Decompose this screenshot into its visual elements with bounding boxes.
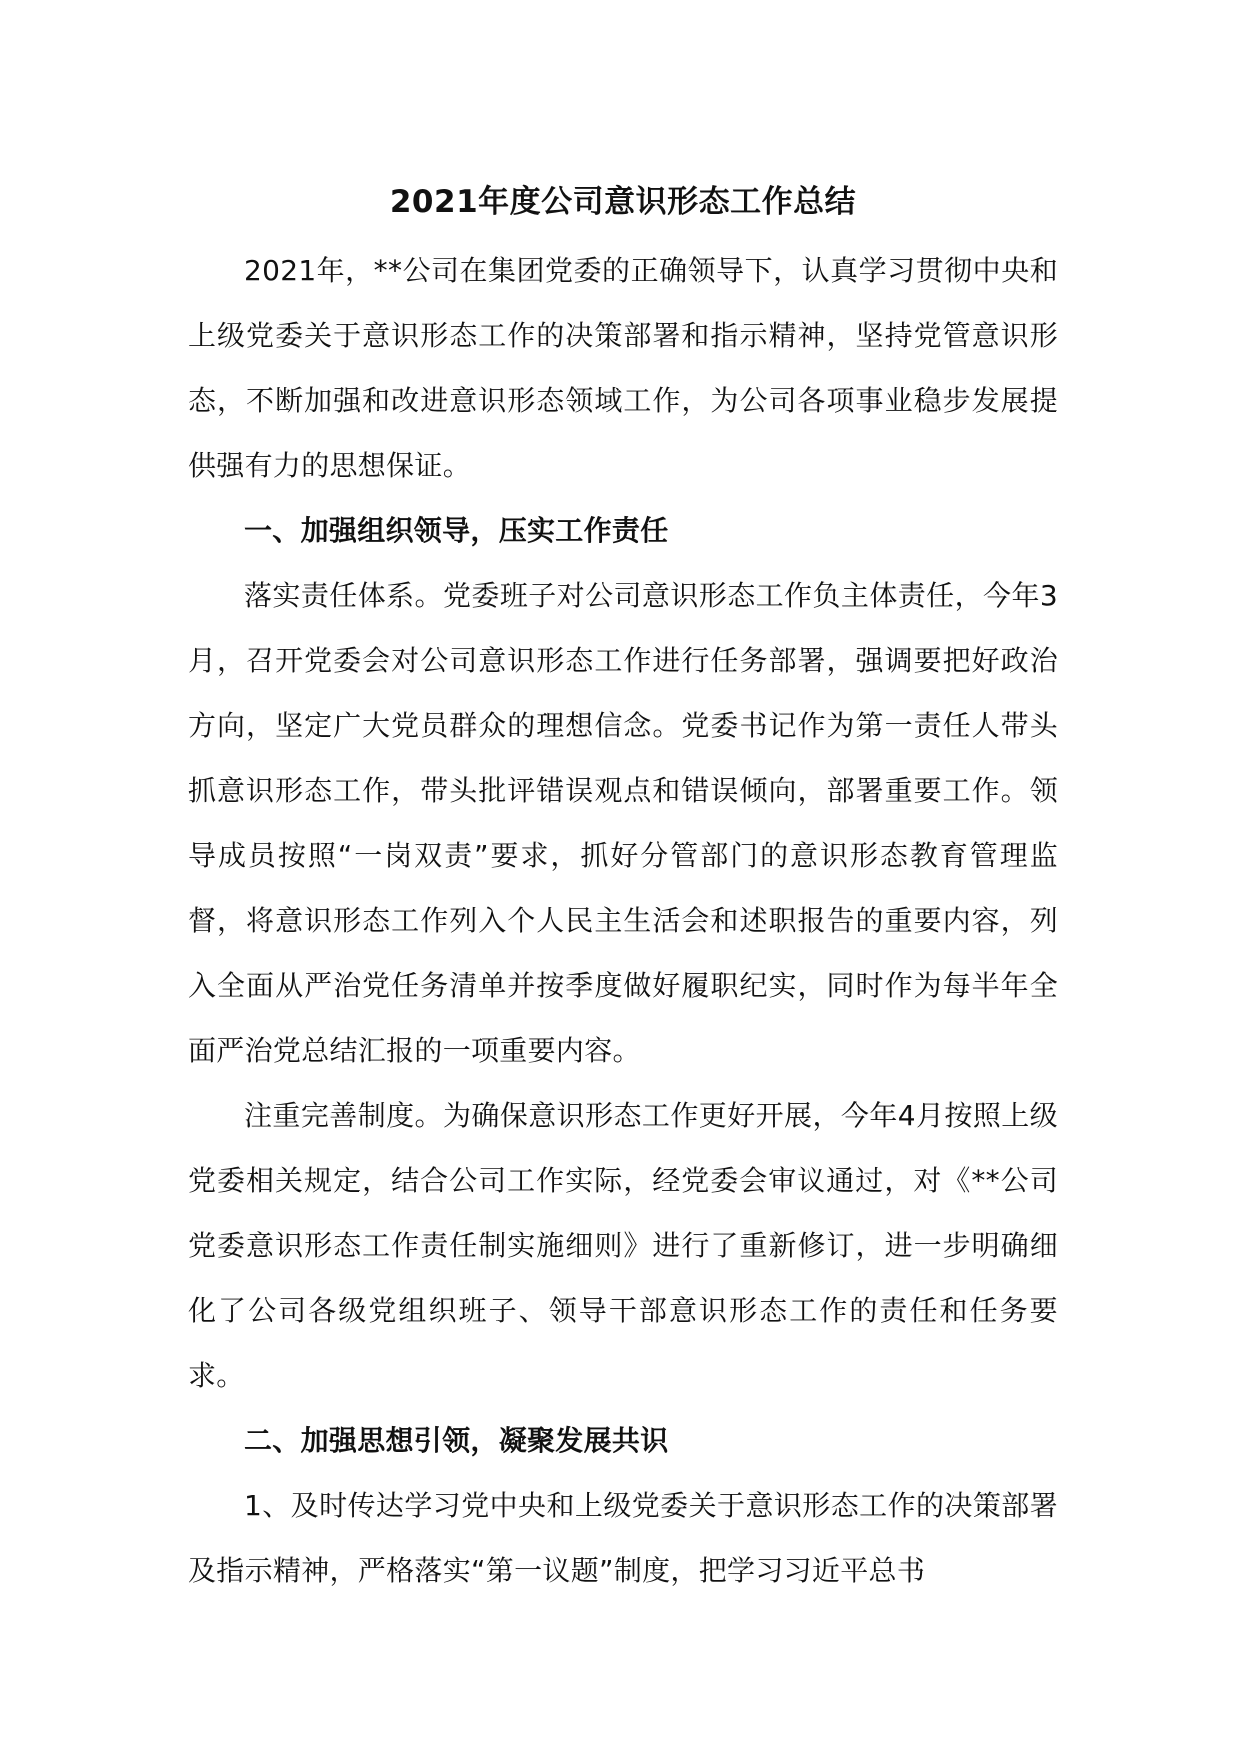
section-1-paragraph-1: 落实责任体系。党委班子对公司意识形态工作负主体责任，今年3月，召开党委会对公司意识形态工作进行任务部署，强调要把好政治方向，坚定广大党员群众的理想信念。党委书记作为第一责任人带头抓意识形态工作，带头批评错误观点和错误倾向，部署重要工作。领导成员按照“一岗双责”要求，抓好分管部门的意识形态教育管理监督，将意识形态工作列入个人民主生活会和述职报告的重要内容，列入全面从严治党任务清单并按季度做好履职纪实，同时作为每半年全面严治党总结汇报的一项重要内容。 <box>188 579 1058 1067</box>
section-1-heading: 一、加强组织领导，压实工作责任 <box>244 514 669 547</box>
document-title: 2021年度公司意识形态工作总结 <box>389 184 857 220</box>
section-1-paragraph-2: 注重完善制度。为确保意识形态工作更好开展，今年4月按照上级党委相关规定，结合公司工作实际，经党委会审议通过，对《**公司党委意识形态工作责任制实施细则》进行了重新修订，进一步明确细化了公司各级党组织班子、领导干部意识形态工作的责任和任务要求。 <box>188 1099 1058 1392</box>
document-body <box>188 172 1058 1603</box>
intro-paragraph: 2021年，**公司在集团党委的正确领导下，认真学习贯彻中央和上级党委关于意识形态工作的决策部署和指示精神，坚持党管意识形态，不断加强和改进意识形态领域工作，为公司各项事业稳步发展提供强有力的思想保证。 <box>188 254 1058 482</box>
section-2-heading: 二、加强思想引领，凝聚发展共识 <box>244 1424 669 1457</box>
section-2-paragraph-1: 1、及时传达学习党中央和上级党委关于意识形态工作的决策部署及指示精神，严格落实“第一议题”制度，把学习习近平总书 <box>188 1489 1058 1587</box>
